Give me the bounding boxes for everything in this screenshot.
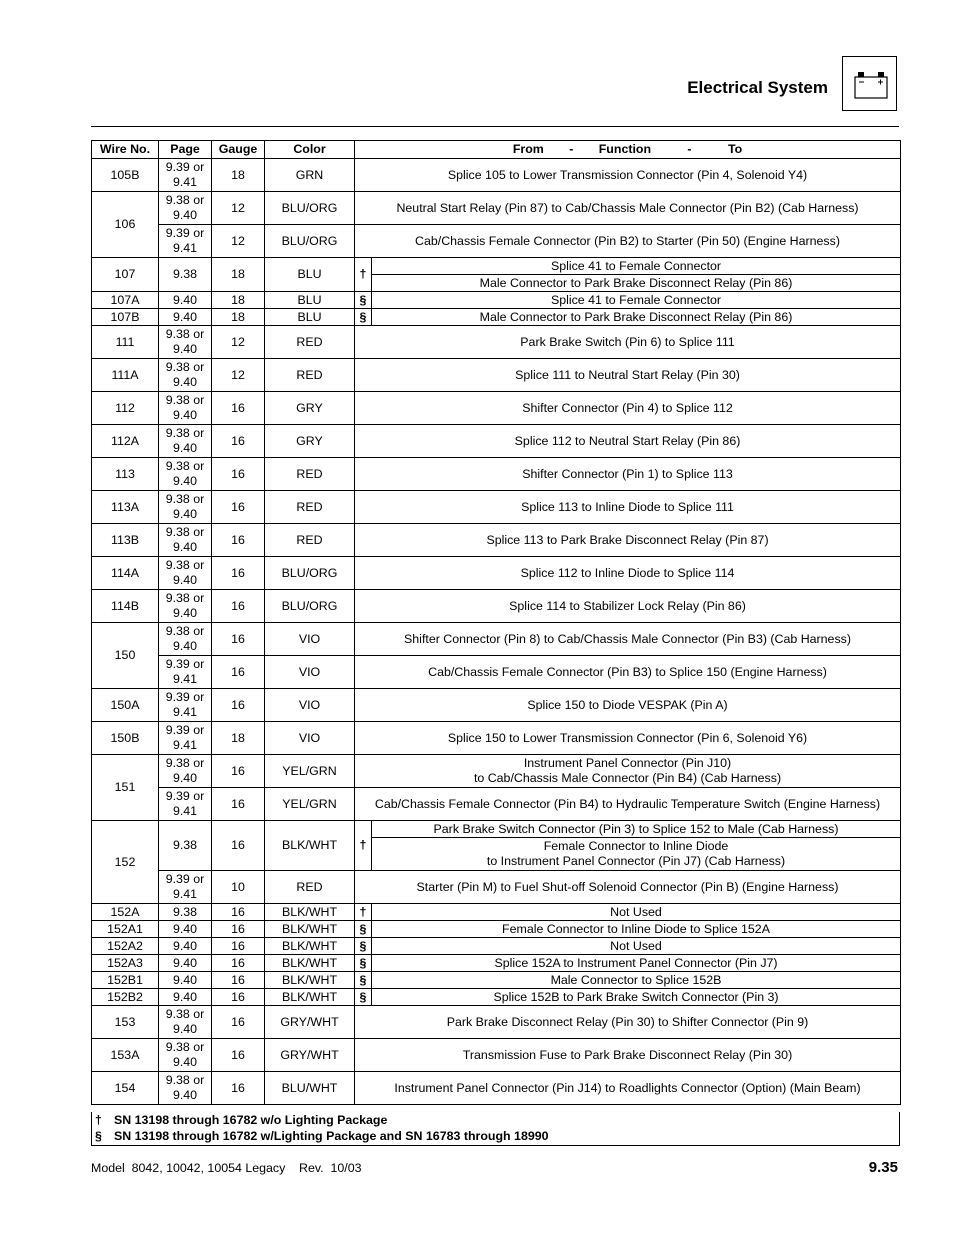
table-notes xyxy=(91,1112,900,1146)
wire-no: 150A xyxy=(92,689,159,722)
page-ref: 9.38 or 9.40 xyxy=(159,326,212,359)
note-text: SN 13198 through 16782 w/o Lighting Package xyxy=(114,1113,388,1127)
function: Male Connector to Park Brake Disconnect Relay (Pin 86) xyxy=(372,275,901,292)
page-ref: 9.40 xyxy=(159,955,212,972)
gauge: 16 xyxy=(212,1039,265,1072)
header-function: Function xyxy=(598,142,652,156)
page-ref: 9.39 or 9.41 xyxy=(159,689,212,722)
color: RED xyxy=(265,359,355,392)
function: Not Used xyxy=(372,904,901,921)
function: Transmission Fuse to Park Brake Disconnect Relay (Pin 30) xyxy=(355,1039,901,1072)
gauge: 16 xyxy=(212,590,265,623)
serial-symbol: † xyxy=(355,821,372,871)
serial-symbol: § xyxy=(355,292,372,309)
gauge: 12 xyxy=(212,359,265,392)
table-row xyxy=(92,1039,901,1072)
function-line: to Instrument Panel Connector (Pin J7) (Cab Harness) xyxy=(486,854,786,868)
gauge: 18 xyxy=(212,159,265,192)
table-row xyxy=(92,788,901,821)
footer-model: Model 8042, 10042, 10054 Legacy Rev. 10/03 xyxy=(91,1161,362,1175)
wire-no: 152B1 xyxy=(92,972,159,989)
table-header-row xyxy=(92,141,901,159)
wire-no: 152A2 xyxy=(92,938,159,955)
color: BLK/WHT xyxy=(265,904,355,921)
page-ref: 9.38 or 9.40 xyxy=(159,491,212,524)
function-line: Female Connector to Inline Diode xyxy=(543,839,729,853)
wire-no: 152A xyxy=(92,904,159,921)
header-dash: - xyxy=(687,142,692,156)
wire-no: 152 xyxy=(92,821,159,904)
wire-no: 153A xyxy=(92,1039,159,1072)
function: Splice 150 to Lower Transmission Connector (Pin 6, Solenoid Y6) xyxy=(355,722,901,755)
color: RED xyxy=(265,326,355,359)
gauge: 16 xyxy=(212,623,265,656)
function: Splice 41 to Female Connector xyxy=(372,292,901,309)
page-ref: 9.39 or 9.41 xyxy=(159,225,212,258)
table-row xyxy=(92,258,901,275)
table-row xyxy=(92,326,901,359)
table-row xyxy=(92,921,901,938)
wire-no: 112 xyxy=(92,392,159,425)
page-ref: 9.38 or 9.40 xyxy=(159,755,212,788)
col-gauge: Gauge xyxy=(212,141,265,159)
page-ref: 9.38 xyxy=(159,821,212,871)
wire-no: 151 xyxy=(92,755,159,821)
color: BLU/ORG xyxy=(265,225,355,258)
function: Not Used xyxy=(372,938,901,955)
color: BLK/WHT xyxy=(265,821,355,871)
gauge: 18 xyxy=(212,258,265,292)
gauge: 12 xyxy=(212,225,265,258)
serial-symbol: † xyxy=(355,904,372,921)
function: Male Connector to Splice 152B xyxy=(372,972,901,989)
page-ref: 9.38 or 9.40 xyxy=(159,1072,212,1105)
function: Park Brake Switch Connector (Pin 3) to Splice 152 to Male (Cab Harness) xyxy=(372,821,901,838)
color: YEL/GRN xyxy=(265,788,355,821)
wire-no: 106 xyxy=(92,192,159,258)
wire-no: 105B xyxy=(92,159,159,192)
col-from-function-to xyxy=(355,141,901,159)
color: GRY/WHT xyxy=(265,1006,355,1039)
page-ref: 9.40 xyxy=(159,972,212,989)
header-to: To xyxy=(727,142,743,156)
page-ref: 9.39 or 9.41 xyxy=(159,788,212,821)
table-row xyxy=(92,722,901,755)
serial-symbol: § xyxy=(355,309,372,326)
gauge: 16 xyxy=(212,425,265,458)
function xyxy=(355,755,901,788)
page-title: Electrical System xyxy=(687,78,828,97)
gauge: 16 xyxy=(212,788,265,821)
color: VIO xyxy=(265,623,355,656)
wire-no: 113B xyxy=(92,524,159,557)
function: Splice 114 to Stabilizer Lock Relay (Pin 86) xyxy=(355,590,901,623)
gauge: 16 xyxy=(212,821,265,871)
wire-no: 154 xyxy=(92,1072,159,1105)
gauge: 16 xyxy=(212,1006,265,1039)
table-row xyxy=(92,938,901,955)
gauge: 16 xyxy=(212,1072,265,1105)
table-row xyxy=(92,689,901,722)
page-ref: 9.40 xyxy=(159,938,212,955)
page-ref: 9.38 or 9.40 xyxy=(159,1039,212,1072)
color: RED xyxy=(265,458,355,491)
color: VIO xyxy=(265,656,355,689)
note-item xyxy=(92,1112,899,1128)
function-line: to Cab/Chassis Male Connector (Pin B4) (Cab Harness) xyxy=(473,771,782,785)
color: BLU xyxy=(265,258,355,292)
page-ref: 9.40 xyxy=(159,989,212,1006)
color: VIO xyxy=(265,689,355,722)
page-ref: 9.38 or 9.40 xyxy=(159,192,212,225)
gauge: 12 xyxy=(212,192,265,225)
color: GRY xyxy=(265,425,355,458)
gauge: 16 xyxy=(212,755,265,788)
function: Splice 41 to Female Connector xyxy=(372,258,901,275)
table-row xyxy=(92,309,901,326)
page-ref: 9.38 or 9.40 xyxy=(159,590,212,623)
serial-symbol: † xyxy=(355,258,372,292)
function: Park Brake Disconnect Relay (Pin 30) to Shifter Connector (Pin 9) xyxy=(355,1006,901,1039)
table-row xyxy=(92,225,901,258)
function: Splice 112 to Neutral Start Relay (Pin 86) xyxy=(355,425,901,458)
note-item xyxy=(92,1128,899,1144)
gauge: 12 xyxy=(212,326,265,359)
wire-no: 152A3 xyxy=(92,955,159,972)
serial-symbol: § xyxy=(355,972,372,989)
wire-no: 150B xyxy=(92,722,159,755)
gauge: 18 xyxy=(212,309,265,326)
table-row xyxy=(92,989,901,1006)
wire-no: 152A1 xyxy=(92,921,159,938)
function: Male Connector to Park Brake Disconnect Relay (Pin 86) xyxy=(372,309,901,326)
color: BLU xyxy=(265,292,355,309)
function xyxy=(372,838,901,871)
function: Shifter Connector (Pin 1) to Splice 113 xyxy=(355,458,901,491)
note-symbol: † xyxy=(95,1113,102,1127)
function: Shifter Connector (Pin 4) to Splice 112 xyxy=(355,392,901,425)
table-row xyxy=(92,656,901,689)
gauge: 16 xyxy=(212,458,265,491)
function: Splice 112 to Inline Diode to Splice 114 xyxy=(355,557,901,590)
col-page: Page xyxy=(159,141,212,159)
function: Park Brake Switch (Pin 6) to Splice 111 xyxy=(355,326,901,359)
function: Splice 111 to Neutral Start Relay (Pin 30) xyxy=(355,359,901,392)
color: BLU/ORG xyxy=(265,557,355,590)
wire-no: 107 xyxy=(92,258,159,292)
gauge: 16 xyxy=(212,921,265,938)
header-dash: - xyxy=(569,142,574,156)
table-row xyxy=(92,590,901,623)
page-ref: 9.38 xyxy=(159,258,212,292)
gauge: 16 xyxy=(212,689,265,722)
table-row xyxy=(92,955,901,972)
page-ref: 9.38 or 9.40 xyxy=(159,623,212,656)
wire-no: 114B xyxy=(92,590,159,623)
col-color: Color xyxy=(265,141,355,159)
function: Splice 113 to Inline Diode to Splice 111 xyxy=(355,491,901,524)
color: RED xyxy=(265,871,355,904)
page-ref: 9.38 or 9.40 xyxy=(159,1006,212,1039)
header-divider xyxy=(91,126,899,127)
table-row xyxy=(92,755,901,788)
col-wire-no: Wire No. xyxy=(92,141,159,159)
gauge: 16 xyxy=(212,392,265,425)
color: RED xyxy=(265,524,355,557)
note-symbol: § xyxy=(95,1129,102,1143)
wire-no: 114A xyxy=(92,557,159,590)
table-row xyxy=(92,821,901,838)
color: GRN xyxy=(265,159,355,192)
gauge: 18 xyxy=(212,292,265,309)
color: BLU xyxy=(265,309,355,326)
function: Instrument Panel Connector (Pin J14) to Roadlights Connector (Option) (Main Beam) xyxy=(355,1072,901,1105)
color: BLU/ORG xyxy=(265,590,355,623)
function: Splice 105 to Lower Transmission Connector (Pin 4, Solenoid Y4) xyxy=(355,159,901,192)
table-row xyxy=(92,972,901,989)
color: GRY/WHT xyxy=(265,1039,355,1072)
table-row xyxy=(92,524,901,557)
gauge: 16 xyxy=(212,524,265,557)
color: YEL/GRN xyxy=(265,755,355,788)
function: Splice 113 to Park Brake Disconnect Relay (Pin 87) xyxy=(355,524,901,557)
gauge: 16 xyxy=(212,972,265,989)
table-row xyxy=(92,292,901,309)
color: BLK/WHT xyxy=(265,938,355,955)
table-row xyxy=(92,1072,901,1105)
gauge: 16 xyxy=(212,904,265,921)
color: BLU/WHT xyxy=(265,1072,355,1105)
gauge: 16 xyxy=(212,955,265,972)
function: Neutral Start Relay (Pin 87) to Cab/Chassis Male Connector (Pin B2) (Cab Harness) xyxy=(355,192,901,225)
color: BLU/ORG xyxy=(265,192,355,225)
wire-no: 153 xyxy=(92,1006,159,1039)
color: RED xyxy=(265,491,355,524)
table-row xyxy=(92,192,901,225)
function: Female Connector to Inline Diode to Splice 152A xyxy=(372,921,901,938)
page-ref: 9.39 or 9.41 xyxy=(159,159,212,192)
color: BLK/WHT xyxy=(265,972,355,989)
table-row xyxy=(92,557,901,590)
color: BLK/WHT xyxy=(265,955,355,972)
gauge: 16 xyxy=(212,491,265,524)
table-row xyxy=(92,1006,901,1039)
color: BLK/WHT xyxy=(265,989,355,1006)
gauge: 16 xyxy=(212,989,265,1006)
table-row xyxy=(92,871,901,904)
page-ref: 9.38 xyxy=(159,904,212,921)
table-row xyxy=(92,425,901,458)
wire-no: 112A xyxy=(92,425,159,458)
color: VIO xyxy=(265,722,355,755)
table-row xyxy=(92,159,901,192)
table-row xyxy=(92,623,901,656)
page-ref: 9.40 xyxy=(159,292,212,309)
function: Splice 152B to Park Brake Switch Connector (Pin 3) xyxy=(372,989,901,1006)
page-ref: 9.38 or 9.40 xyxy=(159,425,212,458)
color: BLK/WHT xyxy=(265,921,355,938)
note-text: SN 13198 through 16782 w/Lighting Package and SN 16783 through 18990 xyxy=(114,1129,549,1143)
function: Splice 150 to Diode VESPAK (Pin A) xyxy=(355,689,901,722)
serial-symbol: § xyxy=(355,921,372,938)
gauge: 16 xyxy=(212,656,265,689)
serial-symbol: § xyxy=(355,955,372,972)
serial-symbol: § xyxy=(355,989,372,1006)
wire-table xyxy=(91,140,901,1105)
page-ref: 9.38 or 9.40 xyxy=(159,524,212,557)
color: GRY xyxy=(265,392,355,425)
wire-no: 111A xyxy=(92,359,159,392)
wire-no: 113A xyxy=(92,491,159,524)
table-row xyxy=(92,491,901,524)
page-number: 9.35 xyxy=(868,1159,898,1176)
table-row xyxy=(92,392,901,425)
table-row xyxy=(92,359,901,392)
page-ref: 9.39 or 9.41 xyxy=(159,871,212,904)
page-ref: 9.39 or 9.41 xyxy=(159,656,212,689)
page-ref: 9.38 or 9.40 xyxy=(159,458,212,491)
page-ref: 9.40 xyxy=(159,921,212,938)
function: Starter (Pin M) to Fuel Shut-off Solenoid Connector (Pin B) (Engine Harness) xyxy=(355,871,901,904)
table-row xyxy=(92,458,901,491)
serial-symbol: § xyxy=(355,938,372,955)
wire-no: 111 xyxy=(92,326,159,359)
gauge: 16 xyxy=(212,938,265,955)
wire-no: 150 xyxy=(92,623,159,689)
gauge: 10 xyxy=(212,871,265,904)
battery-icon xyxy=(842,56,897,111)
wire-no: 107A xyxy=(92,292,159,309)
gauge: 18 xyxy=(212,722,265,755)
function: Shifter Connector (Pin 8) to Cab/Chassis Male Connector (Pin B3) (Cab Harness) xyxy=(355,623,901,656)
function: Splice 152A to Instrument Panel Connector (Pin J7) xyxy=(372,955,901,972)
gauge: 16 xyxy=(212,557,265,590)
wire-no: 152B2 xyxy=(92,989,159,1006)
page-ref: 9.38 or 9.40 xyxy=(159,359,212,392)
table-row xyxy=(92,904,901,921)
wire-no: 113 xyxy=(92,458,159,491)
header-from: From xyxy=(512,142,544,156)
page-ref: 9.39 or 9.41 xyxy=(159,722,212,755)
function: Cab/Chassis Female Connector (Pin B2) to Starter (Pin 50) (Engine Harness) xyxy=(355,225,901,258)
page-ref: 9.38 or 9.40 xyxy=(159,392,212,425)
function-line: Instrument Panel Connector (Pin J10) xyxy=(523,756,732,770)
wire-no: 107B xyxy=(92,309,159,326)
page-ref: 9.40 xyxy=(159,309,212,326)
page-ref: 9.38 or 9.40 xyxy=(159,557,212,590)
function: Cab/Chassis Female Connector (Pin B4) to Hydraulic Temperature Switch (Engine Harness) xyxy=(355,788,901,821)
function: Cab/Chassis Female Connector (Pin B3) to Splice 150 (Engine Harness) xyxy=(355,656,901,689)
